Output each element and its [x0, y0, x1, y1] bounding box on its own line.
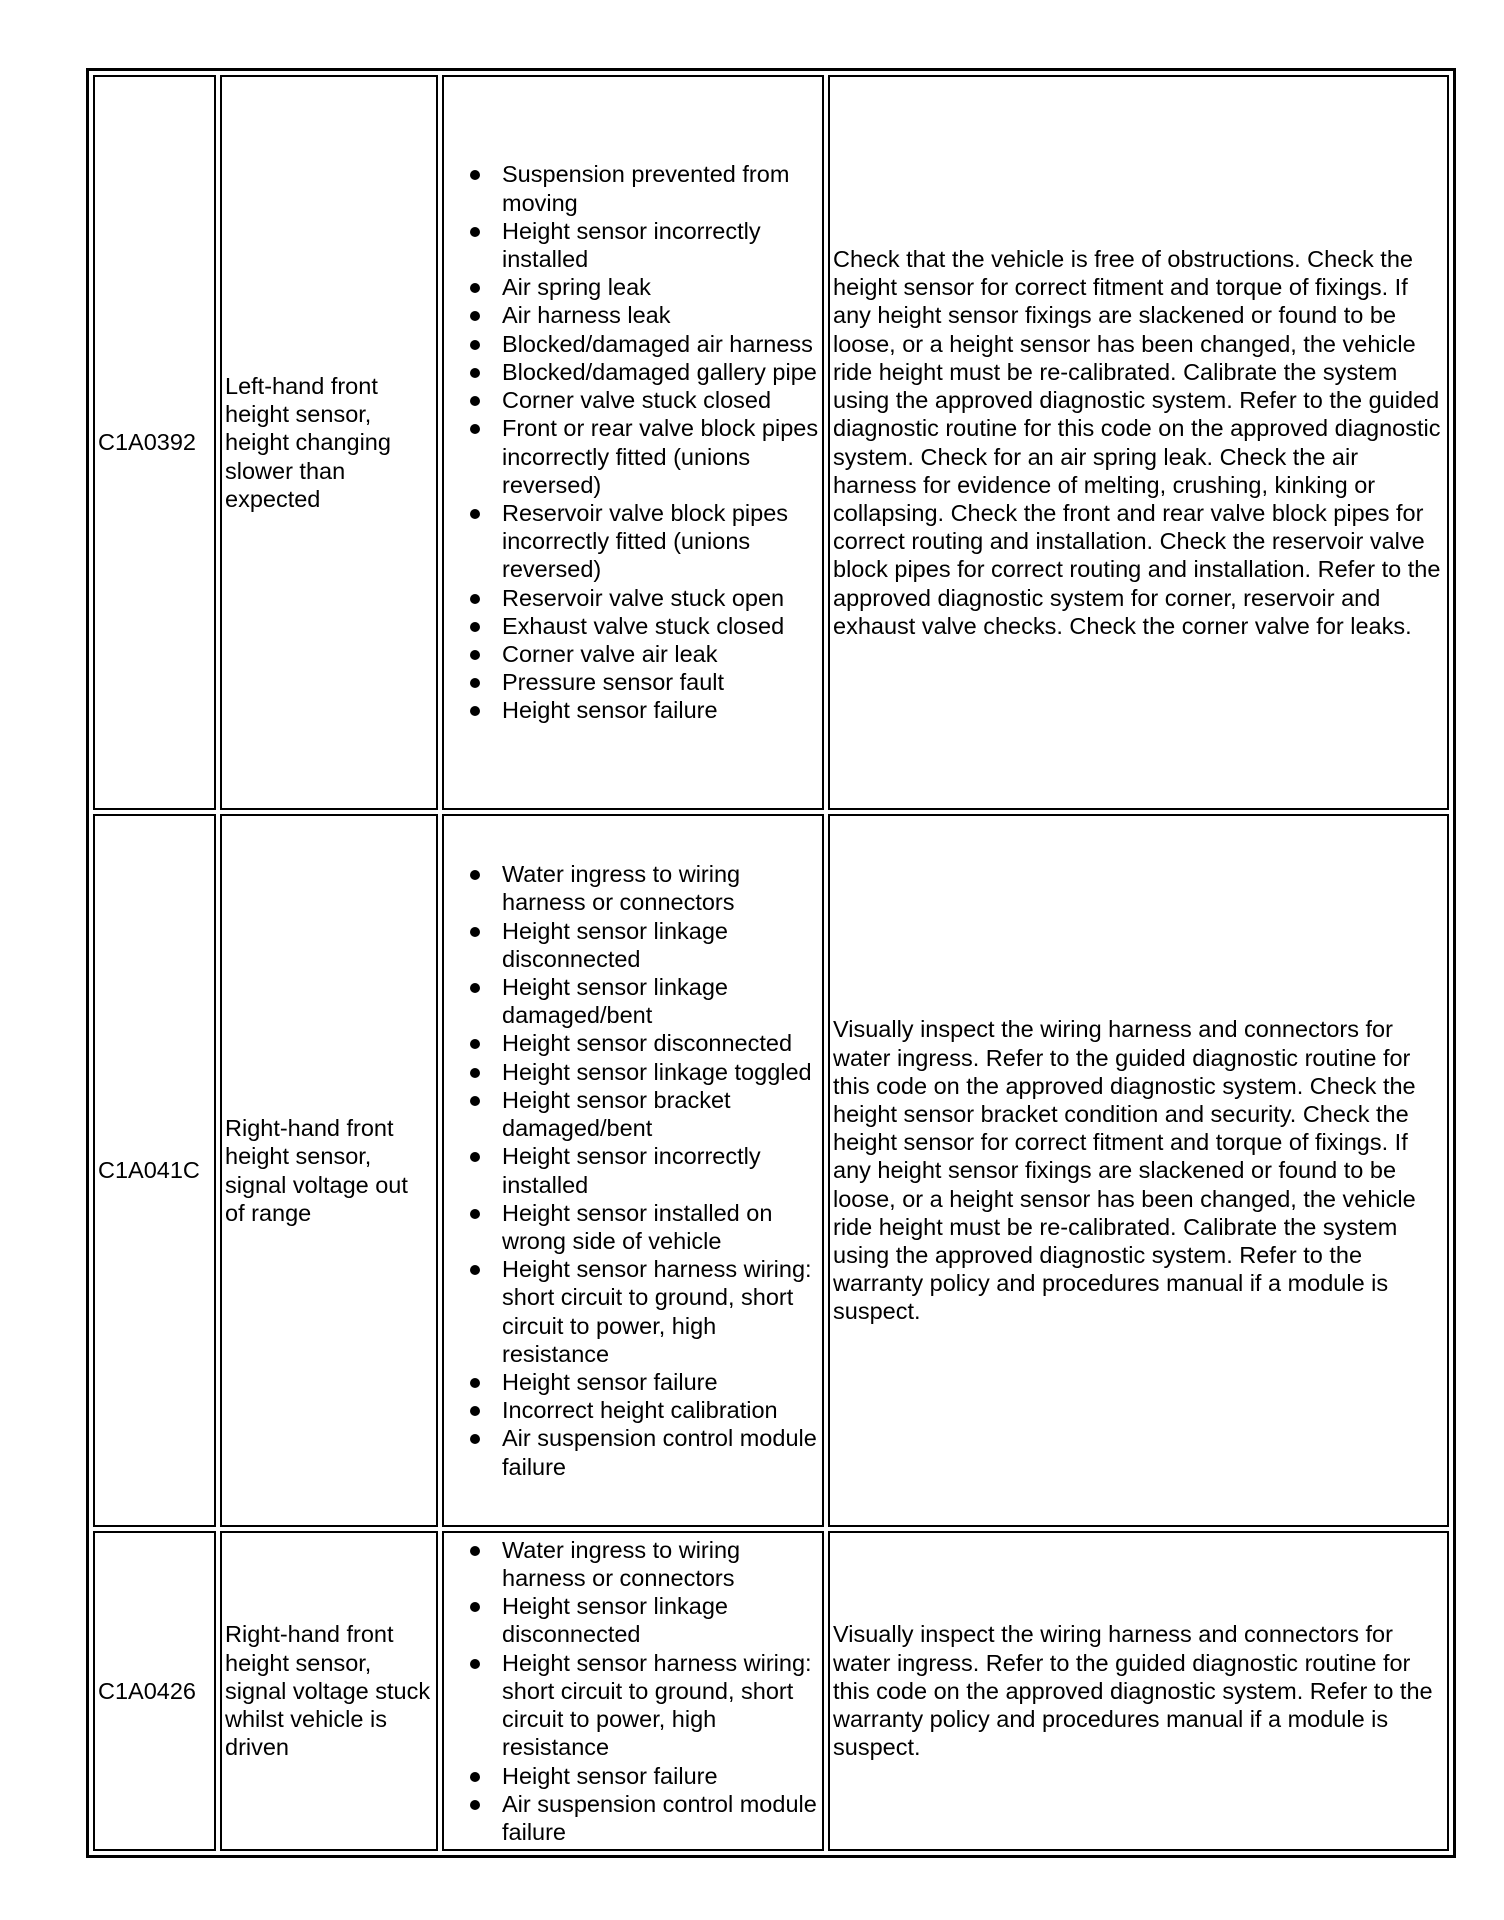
cause-item: Height sensor incorrectly installed: [502, 217, 819, 273]
cause-item: Height sensor failure: [502, 1762, 819, 1790]
cause-item: Air harness leak: [502, 301, 819, 329]
cause-item: Height sensor incorrectly installed: [502, 1142, 819, 1198]
dtc-table: [86, 68, 1456, 1858]
action: Visually inspect the wiring harness and connectors for water ingress. Refer to the guided diagnostic routine for this code on the approved diagnostic system. Check the height sensor bracket condition and security. Check the height sensor for correct fitment and torque of fixings. If any height sensor fixings are slackened or found to be loose, or a height sensor has been changed, the vehicle ride height must be re-calibrated. Calibrate the system using the approved diagnostic system. Refer to the warranty policy and procedures manual if a module is suspect.: [828, 814, 1449, 1527]
cause-item: Height sensor linkage disconnected: [502, 1592, 819, 1648]
cause-item: Blocked/damaged gallery pipe: [502, 358, 819, 386]
table-row: [93, 1531, 1449, 1851]
dtc-code: C1A0426: [93, 1531, 216, 1851]
cause-item: Water ingress to wiring harness or connectors: [502, 860, 819, 916]
dtc-description: Right-hand front height sensor, signal voltage stuck whilst vehicle is driven: [220, 1531, 438, 1851]
cause-item: Suspension prevented from moving: [502, 160, 819, 216]
cause-item: Height sensor installed on wrong side of vehicle: [502, 1199, 819, 1255]
causes-list: [447, 1536, 819, 1846]
cause-item: Water ingress to wiring harness or connectors: [502, 1536, 819, 1592]
dtc-code: C1A041C: [93, 814, 216, 1527]
cause-item: Air suspension control module failure: [502, 1424, 819, 1480]
causes-list: [447, 860, 819, 1480]
cause-item: Height sensor disconnected: [502, 1029, 819, 1057]
cause-item: Pressure sensor fault: [502, 668, 819, 696]
causes-list: [447, 160, 819, 724]
cause-item: Exhaust valve stuck closed: [502, 612, 819, 640]
action: Check that the vehicle is free of obstructions. Check the height sensor for correct fitment and torque of fixings. If any height sensor fixings are slackened or found to be loose, or a height sensor has been changed, the vehicle ride height must be re-calibrated. Calibrate the system using the approved diagnostic system. Refer to the guided diagnostic routine for this code on the approved diagnostic system. Check for an air spring leak. Check the air harness for evidence of melting, crushing, kinking or collapsing. Check the front and rear valve block pipes for correct routing and installation. Check the reservoir valve block pipes for correct routing and installation. Refer to the approved diagnostic system for corner, reservoir and exhaust valve checks. Check the corner valve for leaks.: [828, 75, 1449, 810]
cause-item: Corner valve air leak: [502, 640, 819, 668]
action: Visually inspect the wiring harness and connectors for water ingress. Refer to the guided diagnostic routine for this code on the approved diagnostic system. Refer to the warranty policy and procedures manual if a module is suspect.: [828, 1531, 1449, 1851]
cause-item: Height sensor bracket damaged/bent: [502, 1086, 819, 1142]
dtc-description: Right-hand front height sensor, signal voltage out of range: [220, 814, 438, 1527]
cause-item: Incorrect height calibration: [502, 1396, 819, 1424]
cause-item: Front or rear valve block pipes incorrectly fitted (unions reversed): [502, 415, 819, 498]
cause-item: Height sensor harness wiring: short circuit to ground, short circuit to power, high resistance: [502, 1649, 819, 1762]
cause-item: Height sensor failure: [502, 1368, 819, 1396]
dtc-code: C1A0392: [93, 75, 216, 810]
cause-item: Height sensor harness wiring: short circuit to ground, short circuit to power, high resistance: [502, 1255, 819, 1368]
cause-item: Height sensor linkage toggled: [502, 1058, 819, 1086]
table-row: [93, 75, 1449, 810]
cause-item: Height sensor linkage disconnected: [502, 917, 819, 973]
cause-item: Air suspension control module failure: [502, 1790, 819, 1846]
cause-item: Height sensor linkage damaged/bent: [502, 973, 819, 1029]
dtc-description: Left-hand front height sensor, height changing slower than expected: [220, 75, 438, 810]
possible-causes: [442, 75, 824, 810]
cause-item: Blocked/damaged air harness: [502, 330, 819, 358]
cause-item: Reservoir valve stuck open: [502, 584, 819, 612]
cause-item: Height sensor failure: [502, 696, 819, 724]
cause-item: Reservoir valve block pipes incorrectly fitted (unions reversed): [502, 499, 819, 584]
possible-causes: [442, 1531, 824, 1851]
possible-causes: [442, 814, 824, 1527]
cause-item: Air spring leak: [502, 273, 819, 301]
cause-item: Corner valve stuck closed: [502, 386, 819, 414]
table-row: [93, 814, 1449, 1527]
